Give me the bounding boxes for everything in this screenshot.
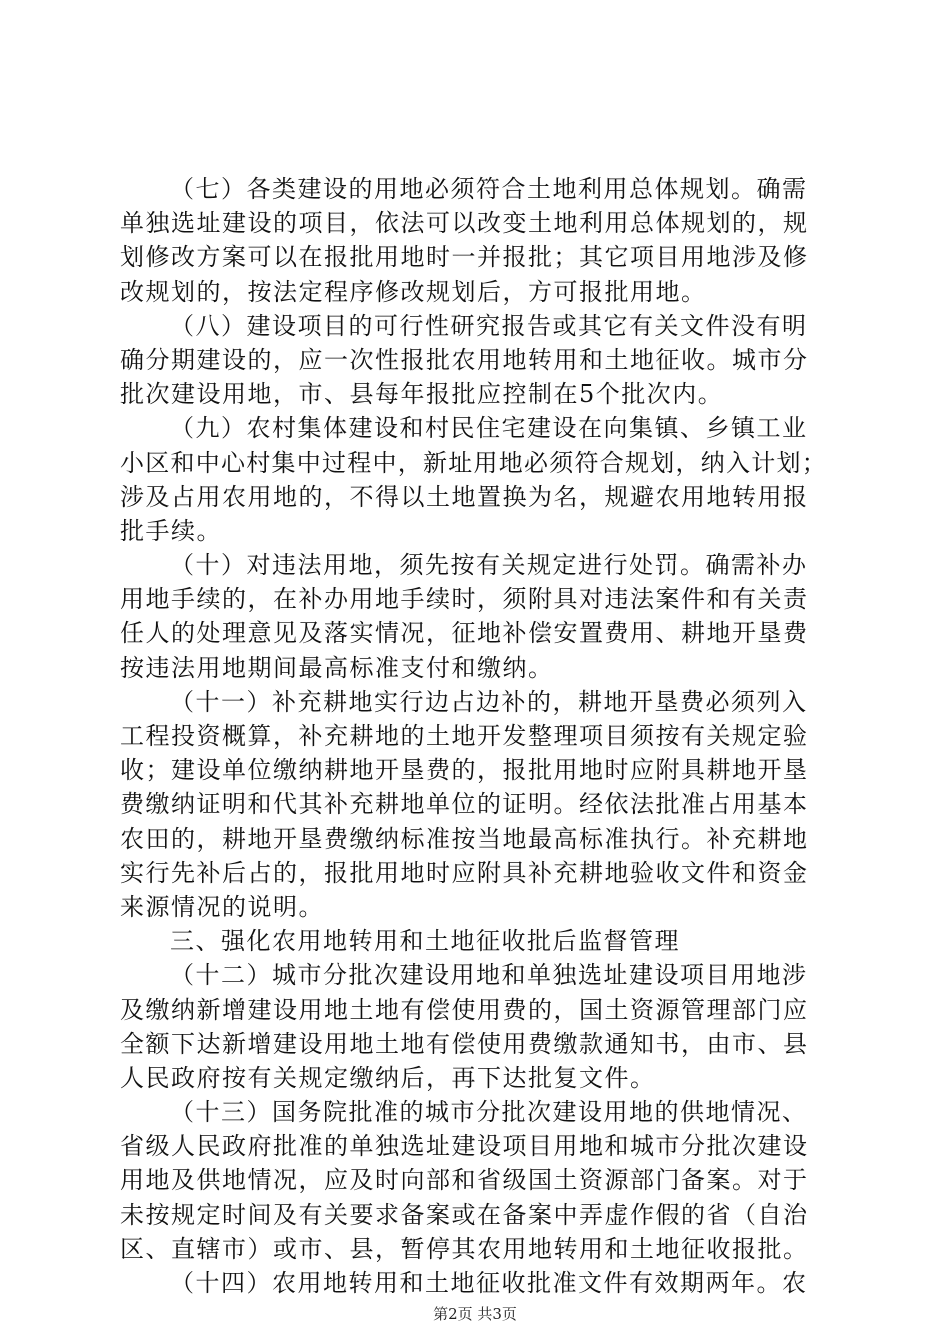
text-line: 未按规定时间及有关要求备案或在备案中弄虚作假的省（自治 bbox=[120, 1200, 809, 1229]
text-line: 来源情况的说明。 bbox=[120, 892, 324, 921]
text-line: （十）对违法用地，须先按有关规定进行处罚。确需补办 bbox=[170, 551, 808, 580]
text-line: 单独选址建设的项目，依法可以改变土地利用总体规划的，规 bbox=[120, 209, 809, 238]
text-line: 人民政府按有关规定缴纳后，再下达批复文件。 bbox=[120, 1063, 656, 1092]
text-line: 小区和中心村集中过程中，新址用地必须符合规划，纳入计划； bbox=[120, 448, 827, 477]
page-footer: 第2页 共3页 bbox=[433, 1305, 517, 1323]
text-line: 用地及供地情况，应及时向部和省级国土资源部门备案。对于 bbox=[120, 1166, 809, 1195]
text-line: （十四）农用地转用和土地征收批准文件有效期两年。农 bbox=[170, 1269, 808, 1297]
text-line: 费缴纳证明和代其补充耕地单位的证明。经依法批准占用基本 bbox=[120, 790, 809, 819]
text-line: 批次建设用地，市、县每年报批应控制在5个批次内。 bbox=[120, 380, 724, 409]
text-line: （九）农村集体建设和村民住宅建设在向集镇、乡镇工业 bbox=[170, 414, 808, 443]
text-line: 任人的处理意见及落实情况，征地补偿安置费用、耕地开垦费 bbox=[120, 619, 809, 648]
text-line: 区、直辖市）或市、县，暂停其农用地转用和土地征收报批。 bbox=[120, 1234, 809, 1263]
text-line: 三、强化农用地转用和土地征收批后监督管理 bbox=[170, 927, 680, 956]
text-line: 确分期建设的，应一次性报批农用地转用和土地征收。城市分 bbox=[120, 345, 809, 374]
text-line: 实行先补后占的，报批用地时应附具补充耕地验收文件和资金 bbox=[120, 858, 809, 887]
text-line: 农田的，耕地开垦费缴纳标准按当地最高标准执行。补充耕地 bbox=[120, 824, 809, 853]
text-line: 及缴纳新增建设用地土地有偿使用费的，国土资源管理部门应 bbox=[120, 995, 809, 1024]
text-line: 省级人民政府批准的单独选址建设项目用地和城市分批次建设 bbox=[120, 1132, 809, 1161]
text-line: （十三）国务院批准的城市分批次建设用地的供地情况、 bbox=[170, 1098, 808, 1127]
text-line: （八）建设项目的可行性研究报告或其它有关文件没有明 bbox=[170, 311, 808, 340]
text-line: 改规划的，按法定程序修改规划后，方可报批用地。 bbox=[120, 277, 707, 306]
text-line: （十一）补充耕地实行边占边补的，耕地开垦费必须列入 bbox=[170, 687, 808, 716]
text-line: 按违法用地期间最高标准支付和缴纳。 bbox=[120, 653, 554, 682]
text-line: 批手续。 bbox=[120, 516, 222, 545]
text-line: 收；建设单位缴纳耕地开垦费的，报批用地时应附具耕地开垦 bbox=[120, 756, 809, 785]
text-line: 工程投资概算，补充耕地的土地开发整理项目须按有关规定验 bbox=[120, 722, 809, 750]
text-line: 涉及占用农用地的，不得以土地置换为名，规避农用地转用报 bbox=[120, 482, 809, 511]
document-body bbox=[120, 172, 832, 1300]
text-line: 全额下达新增建设用地土地有偿使用费缴款通知书，由市、县 bbox=[120, 1029, 809, 1058]
text-line: 划修改方案可以在报批用地时一并报批；其它项目用地涉及修 bbox=[120, 243, 809, 272]
text-line: （七）各类建设的用地必须符合土地利用总体规划。确需 bbox=[170, 175, 808, 203]
text-line: （十二）城市分批次建设用地和单独选址建设项目用地涉 bbox=[170, 961, 808, 990]
text-line: 用地手续的，在补办用地手续时，须附具对违法案件和有关责 bbox=[120, 585, 809, 614]
